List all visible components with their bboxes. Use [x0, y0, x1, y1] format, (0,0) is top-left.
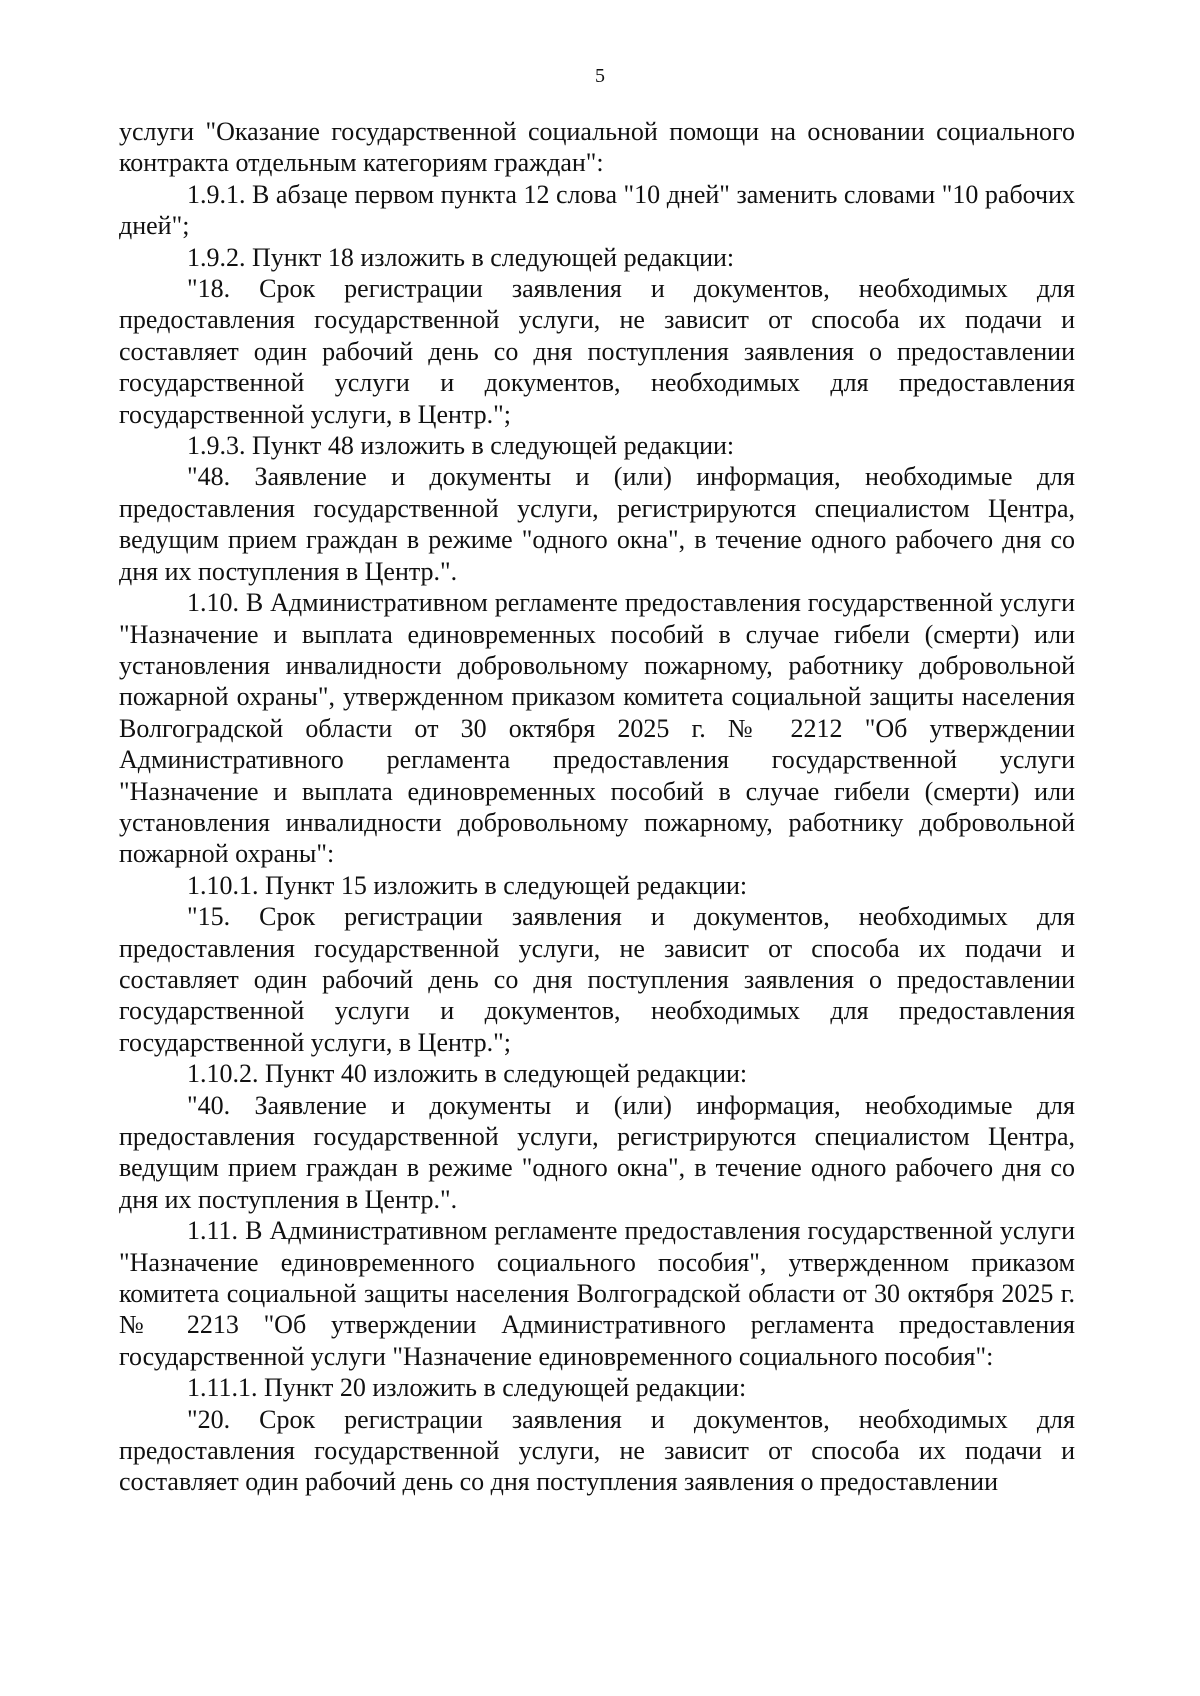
page-number: 5	[595, 65, 605, 87]
document-body	[119, 116, 1075, 1498]
paragraph-1: услуги "Оказание государственной социальной помощи на основании социального контракта отдельным категориям граждан":	[119, 117, 1075, 178]
paragraph-1-9-1: 1.9.1. В абзаце первом пункта 12 слова "10 дней" заменить словами "10 рабочих дней";	[119, 179, 1075, 241]
paragraph-1-10-2: 1.10.2. Пункт 40 изложить в следующей редакции:	[187, 1059, 748, 1089]
paragraph-1-11-1: 1.11.1. Пункт 20 изложить в следующей редакции:	[187, 1373, 747, 1403]
paragraph-item-18: "18. Срок регистрации заявления и документов, необходимых для предоставления государственной услуги, не зависит от способа их подачи и составляет один рабочий день со дня поступления заявления о предоставлении государственной услуги и документов, необходимых для предоставления государственной услуги, в Центр.";	[119, 274, 1075, 429]
paragraph-item-48: "48. Заявление и документы и (или) информация, необходимые для предоставления государственной услуги, регистрируются специалистом Центра, ведущим прием граждан в режиме "одного окна", в течение одного рабочего дня со дня их поступления в Центр.".	[119, 462, 1075, 586]
paragraph-1-10-1: 1.10.1. Пункт 15 изложить в следующей редакции:	[187, 870, 748, 900]
paragraph-1-11: 1.11. В Административном регламенте предоставления государственной услуги "Назначение единовременного социального пособия", утвержденном приказом комитета социальной защиты населения Волгоградской области от 30 октября 2025 г. № 2213 "Об утверждении Административного регламента предоставления государственной услуги "Назначение единовременного социального пособия":	[119, 1216, 1075, 1371]
paragraph-item-40: "40. Заявление и документы и (или) информация, необходимые для предоставления государственной услуги, регистрируются специалистом Центра, ведущим прием граждан в режиме "одного окна", в течение одного рабочего дня со дня их поступления в Центр.".	[119, 1090, 1075, 1214]
paragraph-1-10: 1.10. В Административном регламенте предоставления государственной услуги "Назначение и выплата единовременных пособий в случае гибели (смерти) или установления инвалидности добровольному пожарному, работнику добровольной пожарной охраны", утвержденном приказом комитета социальной защиты населения Волгоградской области от 30 октября 2025 г. № 2212 "Об утверждении Административного регламента предоставления государственной услуги "Назначение и выплата единовременных пособий в случае гибели (смерти) или установления инвалидности добровольному пожарному, работнику добровольной пожарной охраны":	[119, 588, 1075, 869]
paragraph-1-9-3: 1.9.3. Пункт 48 изложить в следующей редакции:	[187, 431, 735, 461]
paragraph-item-15: "15. Срок регистрации заявления и документов, необходимых для предоставления государственной услуги, не зависит от способа их подачи и составляет один рабочий день со дня поступления заявления о предоставлении государственной услуги и документов, необходимых для предоставления государственной услуги, в Центр.";	[119, 902, 1075, 1057]
paragraph-item-20: "20. Срок регистрации заявления и документов, необходимых для предоставления государственной услуги, не зависит от способа их подачи и составляет один рабочий день со дня поступления заявления о предоставлении	[119, 1404, 1075, 1497]
paragraph-1-9-2: 1.9.2. Пункт 18 изложить в следующей редакции:	[187, 242, 735, 272]
